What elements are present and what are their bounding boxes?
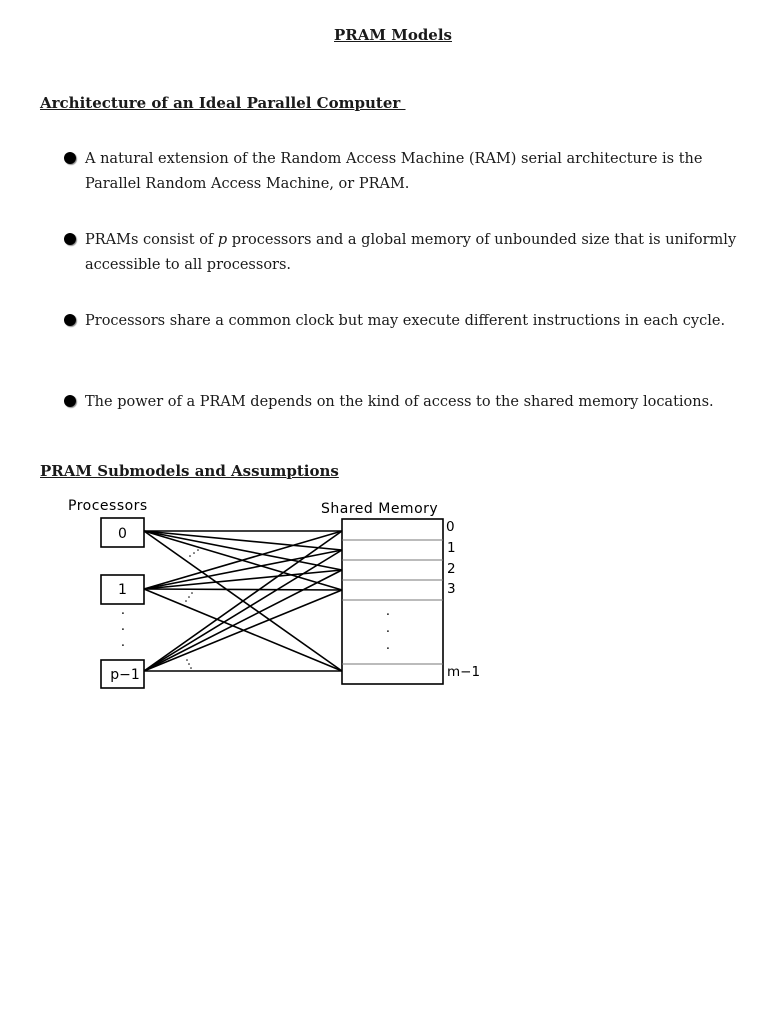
fan-dot — [188, 663, 190, 665]
processor-ellipsis — [121, 603, 125, 650]
bullet-dot-icon — [64, 152, 76, 164]
memory-index-labels — [446, 519, 480, 680]
memory-index-label: m−1 — [447, 664, 481, 680]
connection-line — [144, 550, 342, 589]
memory-index-label: 2 — [447, 561, 456, 577]
bullet-item — [63, 147, 743, 197]
bullet-item — [63, 228, 743, 278]
ellipsis-dot: . — [120, 635, 126, 650]
connection-line — [144, 531, 342, 570]
fan-dot — [186, 659, 188, 661]
ellipsis-dot: . — [385, 621, 391, 636]
fan-dot — [189, 555, 191, 557]
processor-1 — [101, 575, 144, 604]
ellipsis-dot: . — [385, 638, 391, 653]
bullet-text: Processors share a common clock but may execute different instructions in each cycle. — [85, 313, 726, 329]
section-heading-architecture: Architecture of an Ideal Parallel Computer — [40, 94, 406, 112]
fan-dot — [185, 600, 187, 602]
processor-label: 1 — [118, 582, 127, 598]
memory-ellipsis — [386, 604, 390, 653]
connection-line — [144, 570, 342, 671]
memory-index-label: 1 — [447, 540, 456, 556]
bullet-item — [63, 390, 753, 415]
bullet-text: The power of a PRAM depends on the kind of access to the shared memory locations. — [85, 394, 714, 410]
processors-label: Processors — [68, 498, 148, 514]
pram-diagram — [0, 490, 520, 700]
memory-index-label: 0 — [446, 519, 455, 535]
bullet-item — [63, 309, 743, 334]
fan-dot — [188, 596, 190, 598]
bullet-text — [85, 228, 743, 278]
bullet-text-post: processors and a global memory of unbounded size that is uniformly accessible to all processors. — [85, 232, 737, 273]
processor-0 — [101, 518, 144, 547]
ellipsis-dot: . — [120, 619, 126, 634]
processor-label: 0 — [118, 526, 127, 542]
fan-dot — [193, 552, 195, 554]
bullet-text-pre: PRAMs consist of — [85, 232, 218, 248]
ellipsis-dot: . — [120, 603, 126, 618]
bullet-text: A natural extension of the Random Access Machine (RAM) serial architecture is the Parallel Random Access Machine, or PRAM. — [85, 151, 703, 192]
processor-p-minus-1 — [101, 660, 144, 688]
memory-index-label: 3 — [447, 581, 456, 597]
page-title: PRAM Models — [334, 26, 452, 44]
connection-lines — [144, 531, 342, 671]
bullet-dot-icon — [64, 314, 76, 326]
fan-dot — [191, 592, 193, 594]
fan-dot — [197, 549, 199, 551]
memory-outline — [342, 519, 443, 684]
bullet-text-emphasis: p — [217, 232, 228, 248]
processor-label: p−1 — [110, 667, 140, 683]
bullet-dot-icon — [64, 233, 76, 245]
shared-memory-block — [342, 519, 443, 684]
shared-memory-label: Shared Memory — [321, 501, 439, 517]
connection-line — [144, 550, 342, 671]
section-heading-submodels: PRAM Submodels and Assumptions — [40, 462, 339, 480]
connection-line — [144, 589, 342, 590]
bullet-dot-icon — [64, 395, 76, 407]
ellipsis-dot: . — [385, 604, 391, 619]
fan-dot — [190, 667, 192, 669]
